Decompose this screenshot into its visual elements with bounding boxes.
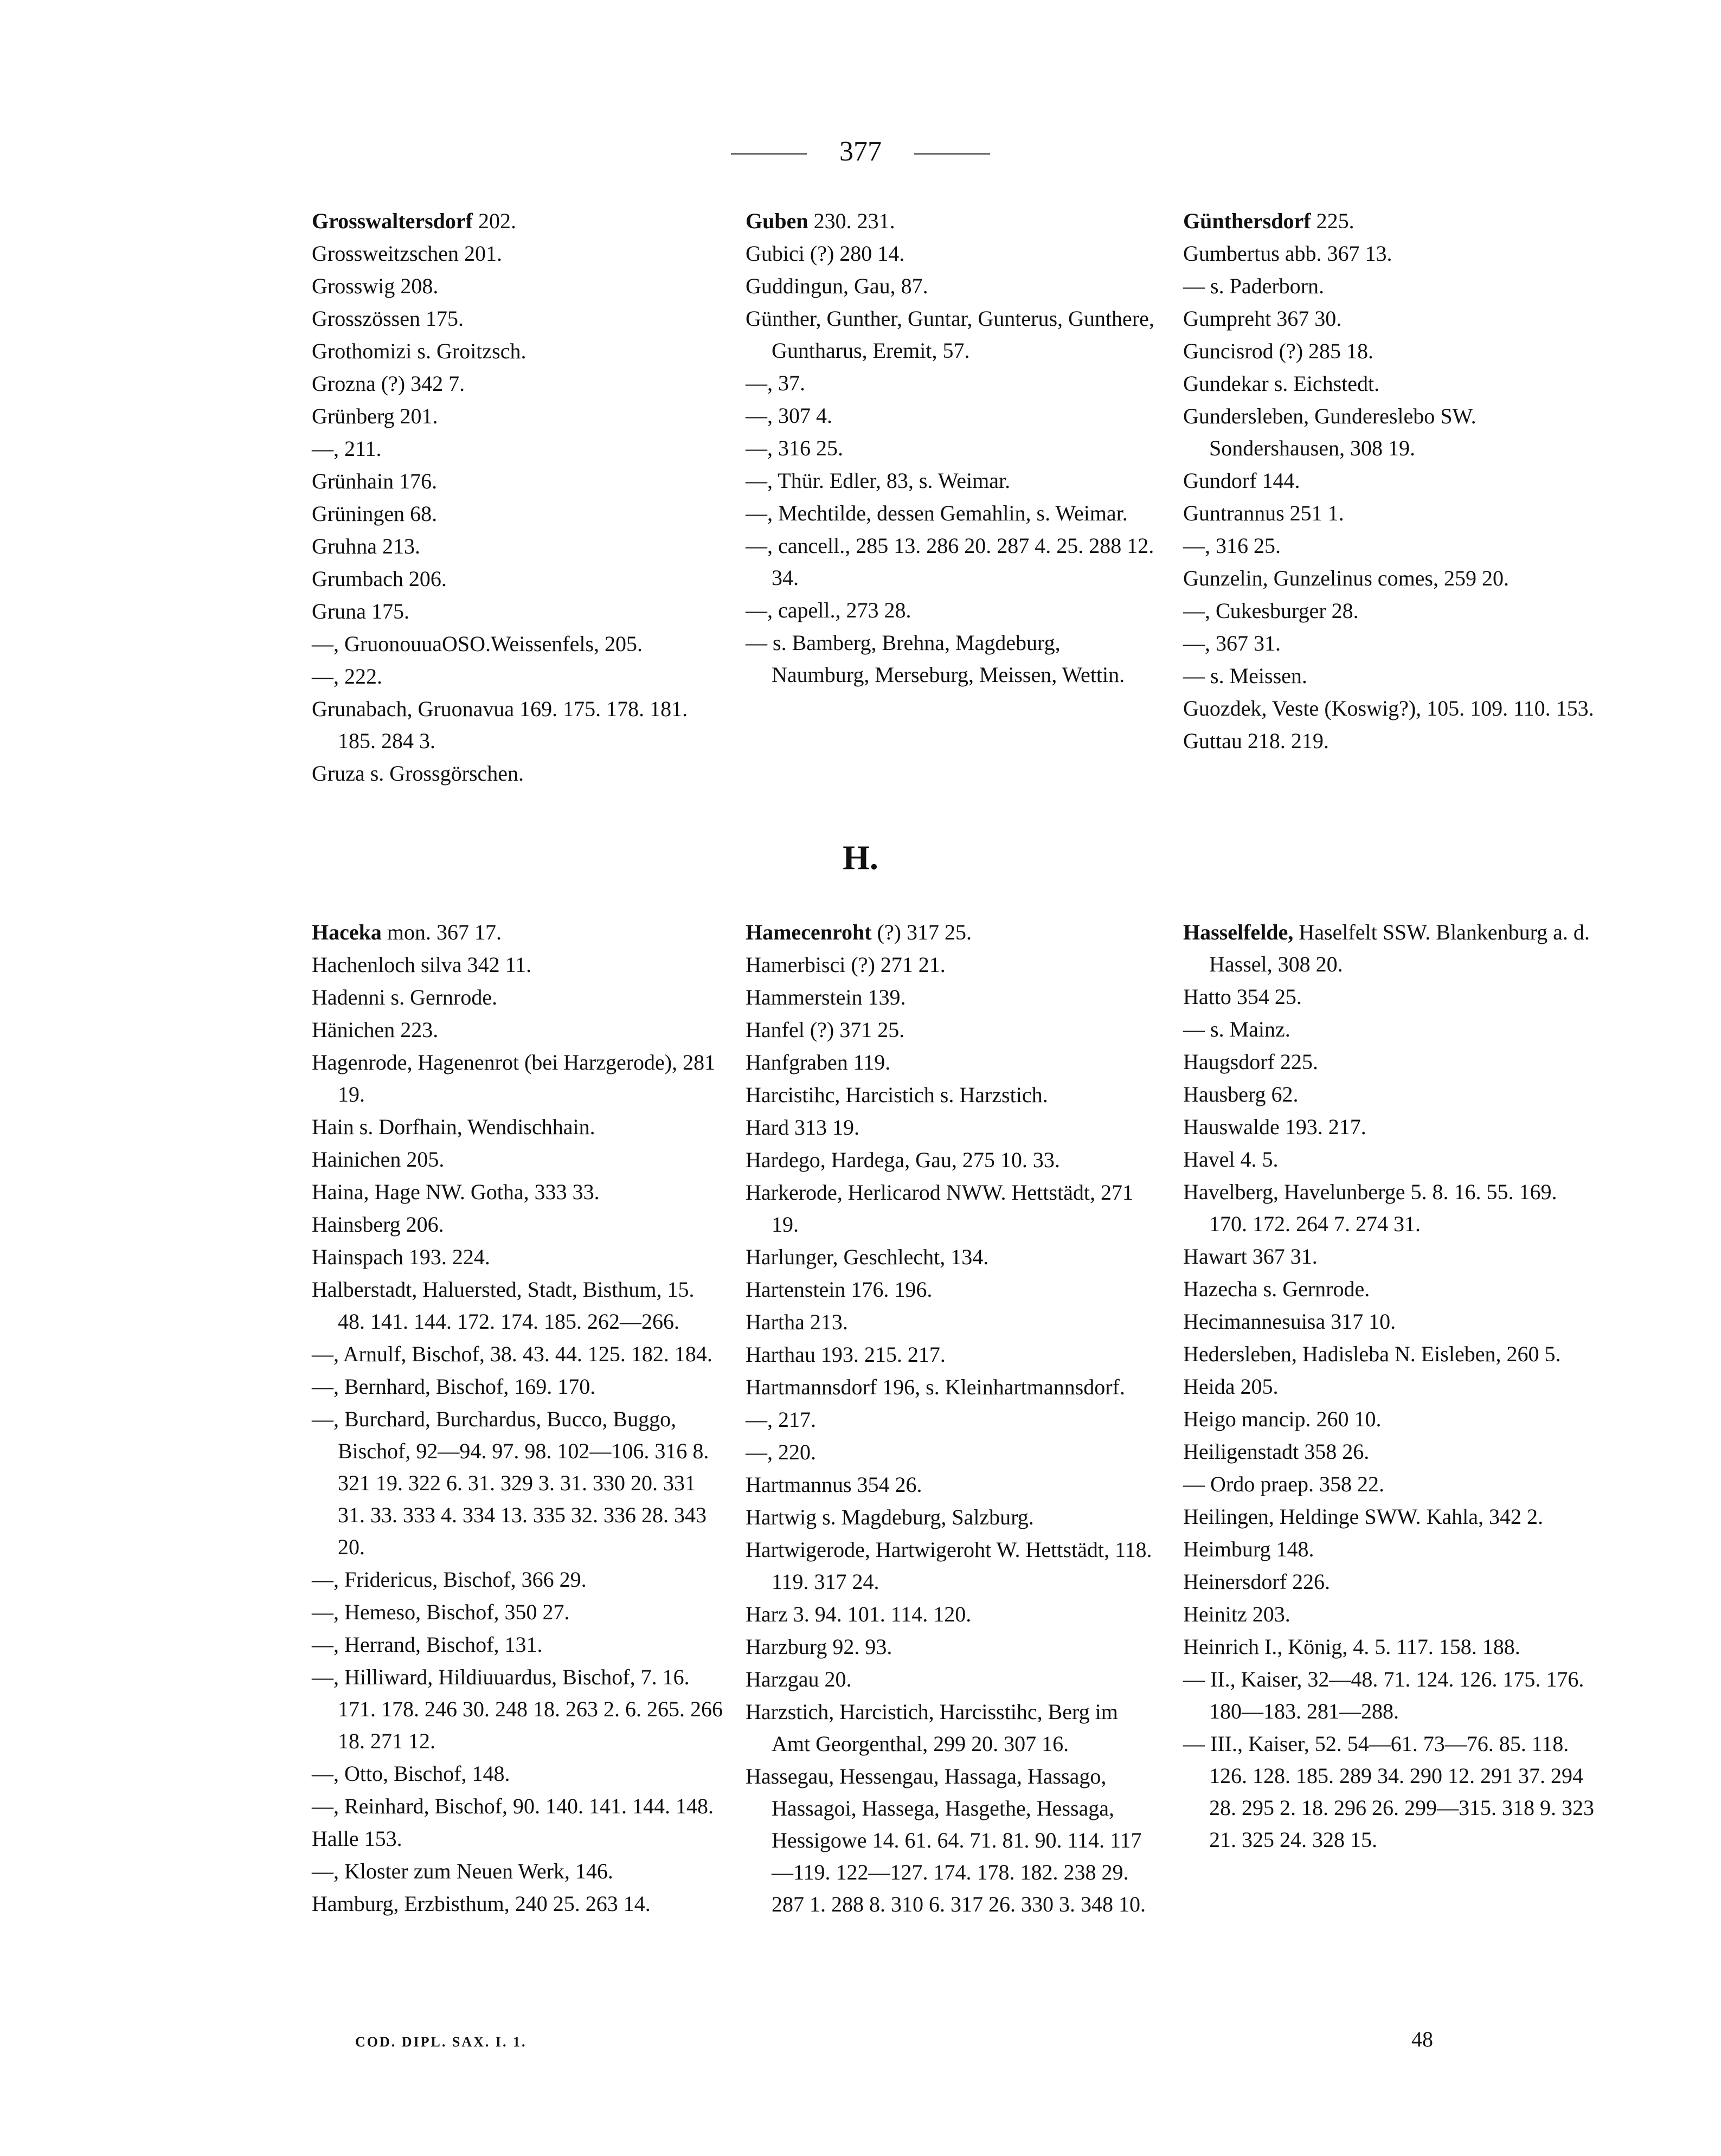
- index-entry-text: —, 220.: [746, 1440, 816, 1464]
- index-column-top-2: [746, 205, 1158, 691]
- index-entry-text: Harzgau 20.: [746, 1667, 852, 1691]
- index-entry-text: Gundersleben, Gundereslebo SW. Sondershausen, 308 19.: [1183, 404, 1476, 460]
- index-entry: [1183, 1631, 1595, 1663]
- index-entry: [746, 1273, 1158, 1305]
- index-entry: [312, 1241, 724, 1273]
- index-entry: [746, 1760, 1158, 1920]
- index-entry-text: —, 367 31.: [1183, 631, 1281, 655]
- index-entry-text: —, Herrand, Bischof, 131.: [312, 1632, 543, 1657]
- index-entry-text: Harzburg 92. 93.: [746, 1634, 892, 1659]
- index-entry: [1183, 1143, 1595, 1175]
- index-entry: [1183, 1728, 1595, 1856]
- index-entry: [1183, 368, 1595, 400]
- index-entry: [746, 1436, 1158, 1468]
- index-entry: [746, 303, 1158, 366]
- header-rule-left: [731, 153, 807, 155]
- index-entry: [746, 916, 1158, 948]
- index-entry-headword: Günthersdorf: [1183, 209, 1311, 233]
- index-entry: [312, 1403, 724, 1563]
- index-entry-text: Hartha 213.: [746, 1310, 848, 1334]
- index-entry: [312, 1273, 724, 1337]
- index-entry: [746, 1338, 1158, 1370]
- index-entry-text: —, Mechtilde, dessen Gemahlin, s. Weimar.: [746, 501, 1128, 525]
- index-entry: [312, 530, 724, 562]
- index-entry: [1183, 1403, 1595, 1435]
- index-entry: [746, 237, 1158, 269]
- index-entry-text: 225.: [1311, 209, 1354, 233]
- index-entry-text: Havelberg, Havelunberge 5. 8. 16. 55. 169. 170. 172. 264 7. 274 31.: [1183, 1180, 1557, 1236]
- index-entry-text: —, 211.: [312, 436, 382, 461]
- index-column-top-3: [1183, 205, 1595, 757]
- index-entry-text: —, Hemeso, Bischof, 350 27.: [312, 1600, 570, 1624]
- index-entry: [1183, 400, 1595, 464]
- index-entry: [1183, 1501, 1595, 1533]
- index-entry: [746, 981, 1158, 1013]
- index-entry: [1183, 1566, 1595, 1598]
- index-entry-text: — III., Kaiser, 52. 54—61. 73—76. 85. 118. 126. 128. 185. 289 34. 290 12. 291 37. 294 28. 295 2. 18. 296 26. 299—315. 318 9. 323 21. 325 24. 328 15.: [1183, 1732, 1594, 1852]
- index-entry-text: Hainspach 193. 224.: [312, 1245, 490, 1269]
- index-entry-text: Heida 205.: [1183, 1374, 1279, 1399]
- index-entry: [312, 237, 724, 269]
- index-entry: [312, 1888, 724, 1920]
- index-entry-text: —, GruonouuaOSO.Weissenfels, 205.: [312, 632, 643, 656]
- index-entry: [1183, 205, 1595, 237]
- index-entry: [312, 1596, 724, 1628]
- index-entry: [1183, 1273, 1595, 1305]
- index-entry-text: Hecimannesuisa 317 10.: [1183, 1309, 1396, 1334]
- index-entry: [1183, 1046, 1595, 1078]
- index-entry-text: 202.: [473, 209, 516, 233]
- index-entry: [746, 497, 1158, 529]
- index-entry-headword: Grosswaltersdorf: [312, 209, 473, 233]
- index-entry-text: Grünhain 176.: [312, 469, 438, 493]
- index-entry: [1183, 981, 1595, 1013]
- index-entry: [1183, 1013, 1595, 1045]
- index-entry: [1183, 595, 1595, 627]
- index-entry: [1183, 916, 1595, 980]
- index-entry: [746, 1501, 1158, 1533]
- index-entry: [746, 1079, 1158, 1111]
- index-entry-text: —, 222.: [312, 664, 382, 688]
- page-header: [0, 136, 1721, 168]
- index-entry-text: —, Otto, Bischof, 148.: [312, 1761, 510, 1786]
- index-entry-text: Hausberg 62.: [1183, 1082, 1299, 1106]
- index-entry-text: Gruna 175.: [312, 599, 409, 623]
- index-entry: [312, 628, 724, 660]
- index-entry-text: Haselfelt SSW. Blankenburg a. d. Hassel, 308 20.: [1209, 920, 1590, 976]
- index-entry-text: Hawart 367 31.: [1183, 1244, 1318, 1269]
- index-entry: [312, 660, 724, 692]
- index-entry: [312, 1790, 724, 1822]
- index-entry: [1183, 1533, 1595, 1565]
- index-entry: [312, 1661, 724, 1757]
- index-entry-text: — Ordo praep. 358 22.: [1183, 1472, 1385, 1496]
- index-entry: [746, 1696, 1158, 1760]
- index-entry: [312, 1111, 724, 1143]
- section-heading: H.: [843, 838, 878, 877]
- index-entry: [746, 205, 1158, 237]
- index-entry: [746, 465, 1158, 497]
- index-entry: [746, 1469, 1158, 1501]
- index-entry: [746, 949, 1158, 981]
- index-entry: [1183, 270, 1595, 302]
- index-entry: [312, 1629, 724, 1661]
- index-entry-text: — s. Meissen.: [1183, 664, 1307, 688]
- index-entry: [312, 949, 724, 981]
- index-entry: [1183, 303, 1595, 334]
- footer-signature: COD. DIPL. SAX. I. 1.: [355, 2034, 527, 2050]
- index-entry-text: Hazecha s. Gernrode.: [1183, 1277, 1370, 1301]
- index-entry: [312, 1208, 724, 1240]
- index-entry-text: — s. Bamberg, Brehna, Magdeburg, Naumburg, Merseburg, Meissen, Wettin.: [746, 630, 1125, 687]
- index-entry: [746, 1663, 1158, 1695]
- index-entry: [746, 400, 1158, 432]
- index-entry: [1183, 660, 1595, 692]
- index-entry-text: Gumbertus abb. 367 13.: [1183, 241, 1392, 266]
- index-entry: [312, 498, 724, 530]
- index-entry: [746, 1241, 1158, 1273]
- index-entry-text: Harkerode, Herlicarod NWW. Hettstädt, 271 19.: [746, 1180, 1133, 1237]
- index-entry-text: —, 316 25.: [746, 436, 843, 460]
- index-entry-text: Hamerbisci (?) 271 21.: [746, 952, 946, 977]
- index-entry-text: (?) 317 25.: [871, 920, 972, 944]
- index-entry-text: Hartmannus 354 26.: [746, 1472, 922, 1497]
- index-entry-text: Heigo mancip. 260 10.: [1183, 1407, 1382, 1431]
- index-entry: [312, 465, 724, 497]
- footer-sheet-number: 48: [1411, 2027, 1433, 2051]
- index-entry-text: Guozdek, Veste (Koswig?), 105. 109. 110. 153.: [1183, 696, 1594, 720]
- index-entry: [746, 1144, 1158, 1176]
- index-entry: [1183, 1468, 1595, 1500]
- index-entry-text: Hard 313 19.: [746, 1115, 859, 1140]
- index-entry: [1183, 1436, 1595, 1468]
- index-entry-text: Halberstadt, Haluersted, Stadt, Bisthum, 15. 48. 141. 144. 172. 174. 185. 262—266.: [312, 1277, 695, 1334]
- index-entry: [312, 757, 724, 789]
- index-entry-text: Grothomizi s. Groitzsch.: [312, 339, 526, 363]
- index-entry-text: Günther, Gunther, Guntar, Gunterus, Gunthere, Guntharus, Eremit, 57.: [746, 306, 1154, 363]
- index-entry-text: —, Burchard, Burchardus, Bucco, Buggo, Bischof, 92—94. 97. 98. 102—106. 316 8. 321 19. 322 6. 31. 329 3. 31. 330 20. 331 31. 33. 333 4. 334 13. 335 32. 336 28. 343 20.: [312, 1407, 709, 1559]
- index-entry-text: Gundorf 144.: [1183, 468, 1300, 493]
- index-column-bottom-3: [1183, 916, 1595, 1856]
- index-entry: [1183, 335, 1595, 367]
- index-entry-text: Hainichen 205.: [312, 1147, 445, 1172]
- index-entry-text: Hainsberg 206.: [312, 1212, 444, 1237]
- index-entry-text: 230. 231.: [808, 209, 895, 233]
- index-entry: [312, 563, 724, 595]
- index-entry: [312, 400, 724, 432]
- index-entry-text: Hamburg, Erzbisthum, 240 25. 263 14.: [312, 1891, 651, 1916]
- index-entry-text: Hedersleben, Hadisleba N. Eisleben, 260 5.: [1183, 1342, 1561, 1366]
- index-entry: [312, 981, 724, 1013]
- index-entry-text: Heinrich I., König, 4. 5. 117. 158. 188.: [1183, 1634, 1520, 1659]
- index-entry-headword: Hamecenroht: [746, 920, 872, 944]
- index-entry-text: Heimburg 148.: [1183, 1537, 1314, 1561]
- index-entry: [746, 1111, 1158, 1143]
- index-entry: [746, 1306, 1158, 1338]
- index-entry: [746, 270, 1158, 302]
- index-column-top-1: [312, 205, 724, 790]
- index-entry-text: Hanfgraben 119.: [746, 1050, 891, 1074]
- index-entry-text: Grosswig 208.: [312, 274, 439, 298]
- index-entry: [746, 432, 1158, 464]
- index-entry-headword: Hasselfelde,: [1183, 920, 1294, 944]
- index-entry-text: Gumpreht 367 30.: [1183, 306, 1342, 331]
- index-entry: [312, 270, 724, 302]
- index-entry-text: —, Arnulf, Bischof, 38. 43. 44. 125. 182. 184.: [312, 1342, 712, 1366]
- index-entry-text: Grozna (?) 342 7.: [312, 371, 465, 396]
- index-entry-text: Gundekar s. Eichstedt.: [1183, 371, 1380, 396]
- index-column-bottom-1: [312, 916, 724, 1920]
- index-entry: [312, 1338, 724, 1370]
- index-entry: [312, 1046, 724, 1110]
- index-entry-text: Heiligenstadt 358 26.: [1183, 1439, 1370, 1464]
- index-entry-text: Grumbach 206.: [312, 567, 447, 591]
- index-entry-text: —, cancell., 285 13. 286 20. 287 4. 25. 288 12. 34.: [746, 533, 1154, 590]
- index-entry: [746, 1371, 1158, 1403]
- index-entry-text: Hartwig s. Magdeburg, Salzburg.: [746, 1505, 1034, 1529]
- index-entry: [1183, 1663, 1595, 1727]
- index-entry: [1183, 1598, 1595, 1630]
- index-entry-text: — II., Kaiser, 32—48. 71. 124. 126. 175. 176. 180—183. 281—288.: [1183, 1667, 1584, 1723]
- index-entry-text: Harlunger, Geschlecht, 134.: [746, 1245, 989, 1269]
- index-entry-text: Havel 4. 5.: [1183, 1147, 1279, 1172]
- index-entry: [1183, 692, 1595, 724]
- index-entry: [312, 1370, 724, 1402]
- index-entry: [1183, 725, 1595, 757]
- index-entry-text: Guddingun, Gau, 87.: [746, 274, 928, 298]
- index-entry-headword: Guben: [746, 209, 808, 233]
- index-entry: [746, 1534, 1158, 1598]
- index-entry: [312, 693, 724, 757]
- index-entry: [1183, 562, 1595, 594]
- index-entry: [1183, 1111, 1595, 1143]
- header-rule-right: [914, 153, 990, 155]
- index-entry-text: —, Kloster zum Neuen Werk, 146.: [312, 1859, 613, 1883]
- index-entry-text: Halle 153.: [312, 1826, 402, 1851]
- index-entry-text: Grunabach, Gruonavua 169. 175. 178. 181. 185. 284 3.: [312, 697, 688, 753]
- index-entry-text: Gruhna 213.: [312, 534, 420, 558]
- index-entry-text: Grüningen 68.: [312, 501, 438, 526]
- index-entry: [746, 627, 1158, 691]
- index-entry-text: Hauswalde 193. 217.: [1183, 1115, 1366, 1139]
- index-entry-text: Grossweitzschen 201.: [312, 241, 503, 266]
- index-entry: [746, 1176, 1158, 1240]
- index-entry-text: —, Hilliward, Hildiuuardus, Bischof, 7. 16. 171. 178. 246 30. 248 18. 263 2. 6. 265. 266 18. 271 12.: [312, 1665, 723, 1753]
- index-entry-text: —, Cukesburger 28.: [1183, 598, 1359, 623]
- index-entry-text: Harthau 193. 215. 217.: [746, 1342, 946, 1367]
- index-entry: [312, 916, 724, 948]
- index-entry: [746, 367, 1158, 399]
- index-entry: [312, 205, 724, 237]
- index-entry-text: Hartmannsdorf 196, s. Kleinhartmannsdorf.: [746, 1375, 1125, 1399]
- index-entry: [1183, 1370, 1595, 1402]
- index-entry-text: Hatto 354 25.: [1183, 984, 1302, 1009]
- index-entry: [312, 1143, 724, 1175]
- index-column-bottom-2: [746, 916, 1158, 1921]
- index-entry-text: —, 37.: [746, 371, 805, 395]
- index-entry: [312, 368, 724, 400]
- index-entry-text: Gruza s. Grossgörschen.: [312, 761, 524, 786]
- index-entry: [746, 1014, 1158, 1046]
- index-entry-text: Guncisrod (?) 285 18.: [1183, 339, 1374, 363]
- index-entry-text: —, 217.: [746, 1407, 816, 1432]
- index-entry: [1183, 1078, 1595, 1110]
- index-entry-text: Harzstich, Harcistich, Harcisstihc, Berg im Amt Georgenthal, 299 20. 307 16.: [746, 1700, 1118, 1756]
- index-entry-text: Hain s. Dorfhain, Wendischhain.: [312, 1115, 595, 1139]
- index-entry-text: Harcistihc, Harcistich s. Harzstich.: [746, 1083, 1048, 1107]
- index-entry: [1183, 1305, 1595, 1337]
- index-entry: [1183, 1176, 1595, 1240]
- index-entry-text: Hassegau, Hessengau, Hassaga, Hassago, Hassagoi, Hassega, Hasgethe, Hessaga, Hessigowe 14. 61. 64. 71. 81. 90. 114. 117—119. 122—127. 174. 178. 182. 238 29. 287 1. 288 8. 310 6. 317 26. 330 3. 348 10.: [746, 1764, 1146, 1916]
- index-entry: [312, 335, 724, 367]
- index-entry: [746, 1046, 1158, 1078]
- index-entry-text: mon. 367 17.: [381, 920, 502, 944]
- page-number: 377: [839, 136, 882, 167]
- index-entry-text: Haugsdorf 225.: [1183, 1050, 1318, 1074]
- index-entry: [1183, 465, 1595, 497]
- index-entry-text: Heilingen, Heldinge SWW. Kahla, 342 2.: [1183, 1504, 1543, 1529]
- index-entry-text: Hartwigerode, Hartwigeroht W. Hettstädt, 118. 119. 317 24.: [746, 1537, 1152, 1594]
- index-entry: [312, 1855, 724, 1887]
- index-entry-text: —, Fridericus, Bischof, 366 29.: [312, 1567, 587, 1592]
- index-entry-text: Hartenstein 176. 196.: [746, 1277, 933, 1302]
- index-entry: [1183, 530, 1595, 562]
- index-entry: [746, 1598, 1158, 1630]
- index-entry: [312, 1563, 724, 1595]
- index-entry-headword: Haceka: [312, 920, 382, 944]
- index-entry: [1183, 1338, 1595, 1370]
- index-entry-text: Grünberg 201.: [312, 404, 438, 428]
- index-entry-text: Gunzelin, Gunzelinus comes, 259 20.: [1183, 566, 1509, 590]
- index-entry: [312, 595, 724, 627]
- index-entry-text: Hardego, Hardega, Gau, 275 10. 33.: [746, 1148, 1060, 1172]
- index-entry: [312, 433, 724, 465]
- index-entry: [312, 303, 724, 334]
- index-entry-text: — s. Mainz.: [1183, 1017, 1290, 1041]
- index-entry-text: — s. Paderborn.: [1183, 274, 1324, 298]
- index-entry-text: —, Bernhard, Bischof, 169. 170.: [312, 1374, 596, 1399]
- index-entry-text: Hachenloch silva 342 11.: [312, 952, 532, 977]
- index-entry-text: Grosszössen 175.: [312, 306, 464, 331]
- index-entry-text: —, capell., 273 28.: [746, 598, 911, 622]
- index-entry-text: Hadenni s. Gernrode.: [312, 985, 498, 1009]
- index-entry-text: Heinitz 203.: [1183, 1602, 1290, 1626]
- index-entry-text: Hänichen 223.: [312, 1018, 439, 1042]
- index-entry: [1183, 237, 1595, 269]
- index-entry-text: Gubici (?) 280 14.: [746, 241, 905, 266]
- index-entry-text: Heinersdorf 226.: [1183, 1569, 1331, 1594]
- index-entry: [312, 1823, 724, 1855]
- index-entry: [746, 1631, 1158, 1663]
- index-entry-text: Hammerstein 139.: [746, 985, 906, 1009]
- index-entry-text: —, Reinhard, Bischof, 90. 140. 141. 144. 148.: [312, 1794, 714, 1818]
- index-entry: [312, 1176, 724, 1208]
- index-entry: [1183, 627, 1595, 659]
- index-entry-text: —, 307 4.: [746, 403, 832, 428]
- index-entry-text: Haina, Hage NW. Gotha, 333 33.: [312, 1180, 600, 1204]
- index-entry-text: Hanfel (?) 371 25.: [746, 1018, 905, 1042]
- index-entry-text: Harz 3. 94. 101. 114. 120.: [746, 1602, 972, 1626]
- index-entry: [1183, 1240, 1595, 1272]
- index-entry-text: Guntrannus 251 1.: [1183, 501, 1344, 525]
- index-entry-text: Hagenrode, Hagenenrot (bei Harzgerode), 281 19.: [312, 1050, 716, 1106]
- index-entry-text: —, 316 25.: [1183, 533, 1281, 558]
- index-entry: [312, 1014, 724, 1046]
- index-entry: [312, 1758, 724, 1790]
- index-entry-text: Guttau 218. 219.: [1183, 729, 1329, 753]
- index-entry: [746, 530, 1158, 594]
- index-entry: [1183, 497, 1595, 529]
- index-entry: [746, 1404, 1158, 1436]
- index-entry-text: —, Thür. Edler, 83, s. Weimar.: [746, 468, 1011, 493]
- index-entry: [746, 594, 1158, 626]
